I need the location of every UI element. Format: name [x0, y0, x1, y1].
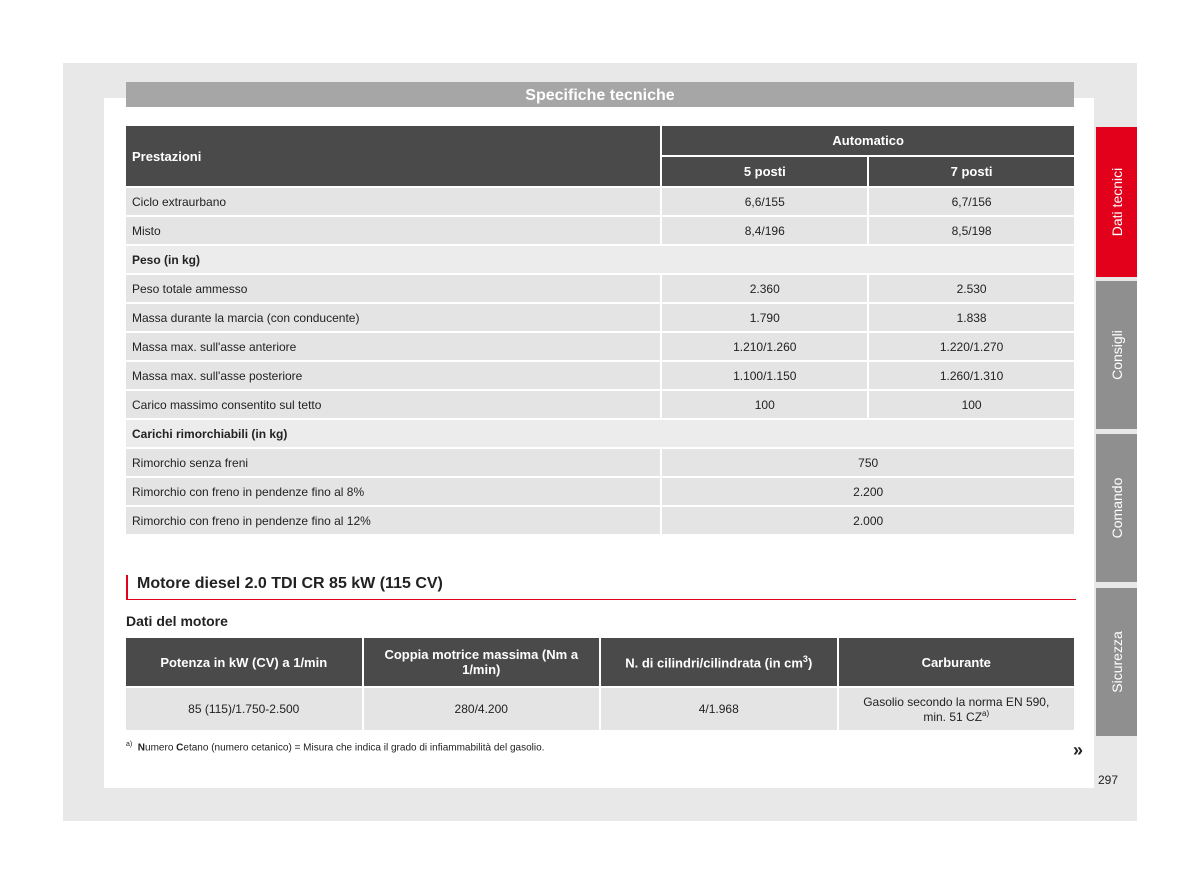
tab-label: Comando [1108, 477, 1125, 539]
footnote-text-2: etano (numero cetanico) = Misura che indica il grado di infiammabilità del gasolio. [183, 742, 545, 754]
fuel-line-1: Gasolio secondo la norma EN 590, [863, 694, 1050, 709]
cylinders-value: 4/1.968 [601, 688, 837, 730]
footnote [126, 741, 544, 753]
footnote-marker: a) [126, 741, 133, 748]
row-value-7: 1.838 [869, 304, 1074, 331]
engine-table [124, 636, 1076, 732]
row-label: Massa durante la marcia (con conducente) [126, 304, 660, 331]
table-row [126, 188, 1074, 215]
row-value-7: 1.260/1.310 [869, 362, 1074, 389]
row-value-5: 8,4/196 [662, 217, 867, 244]
table-row [126, 688, 1074, 730]
row-value-7: 1.220/1.270 [869, 333, 1074, 360]
row-label: Ciclo extraurbano [126, 188, 660, 215]
fuel-line-2: min. 51 CZ [923, 709, 983, 724]
row-value-7: 6,7/156 [869, 188, 1074, 215]
row-label: Carico massimo consentito sul tetto [126, 391, 660, 418]
row-label: Peso totale ammesso [126, 275, 660, 302]
table-row [126, 333, 1074, 360]
engine-section-heading [126, 575, 1076, 600]
tab-sicurezza[interactable] [1096, 588, 1137, 736]
row-value-7: 100 [869, 391, 1074, 418]
footnote-c: C [176, 742, 184, 754]
header-cylinders-close: ) [807, 655, 813, 671]
table-row [126, 362, 1074, 389]
section-row [126, 420, 1074, 447]
row-label: Rimorchio senza freni [126, 449, 660, 476]
header-cylinders-sup: 3 [802, 653, 808, 664]
header-power: Potenza in kW (CV) a 1/min [126, 638, 362, 686]
row-label: Massa max. sull'asse posteriore [126, 362, 660, 389]
row-value: 2.200 [662, 478, 1074, 505]
header-torque: Coppia motrice massima (Nm a 1/min) [364, 638, 600, 686]
page-title: Specifiche tecniche [126, 82, 1074, 107]
header-automatico: Automatico [662, 126, 1074, 155]
trailer-section-label: Carichi rimorchiabili (in kg) [126, 420, 1074, 447]
row-value-5: 1.100/1.150 [662, 362, 867, 389]
engine-subtitle: Dati del motore [126, 613, 228, 629]
row-value-5: 100 [662, 391, 867, 418]
tab-comando[interactable] [1096, 434, 1137, 582]
row-value-5: 1.790 [662, 304, 867, 331]
continue-arrow-icon[interactable]: » [1073, 740, 1084, 760]
tab-dati-tecnici[interactable] [1096, 127, 1137, 277]
table-row [126, 449, 1074, 476]
row-value-5: 6,6/155 [662, 188, 867, 215]
tab-consigli[interactable] [1096, 281, 1137, 429]
table-row [126, 391, 1074, 418]
fuel-value [839, 688, 1075, 730]
performance-table [124, 124, 1076, 536]
row-label: Misto [126, 217, 660, 244]
row-value: 750 [662, 449, 1074, 476]
header-cylinders [601, 638, 837, 686]
fuel-footnote-ref[interactable]: a) [982, 708, 990, 718]
row-value-7: 2.530 [869, 275, 1074, 302]
engine-section-title: Motore diesel 2.0 TDI CR 85 kW (115 CV) [137, 575, 443, 592]
header-prestazioni: Prestazioni [126, 126, 660, 186]
row-label: Massa max. sull'asse anteriore [126, 333, 660, 360]
torque-value: 280/4.200 [364, 688, 600, 730]
row-value-5: 1.210/1.260 [662, 333, 867, 360]
footnote-n: N [137, 742, 146, 754]
header-fuel: Carburante [839, 638, 1075, 686]
header-7-posti: 7 posti [869, 157, 1074, 186]
table-row [126, 478, 1074, 505]
header-cylinders-text: N. di cilindri/cilindrata (in cm [625, 655, 803, 671]
power-value: 85 (115)/1.750-2.500 [126, 688, 362, 730]
section-row [126, 246, 1074, 273]
row-value: 2.000 [662, 507, 1074, 534]
tab-label: Dati tecnici [1108, 167, 1125, 237]
table-row [126, 507, 1074, 534]
row-value-5: 2.360 [662, 275, 867, 302]
tab-label: Consigli [1108, 330, 1125, 380]
footnote-text-1: umero [145, 742, 177, 754]
table-row [126, 275, 1074, 302]
table-row [126, 217, 1074, 244]
header-5-posti: 5 posti [662, 157, 867, 186]
row-label: Rimorchio con freno in pendenze fino al 12% [126, 507, 660, 534]
row-label: Rimorchio con freno in pendenze fino al 8% [126, 478, 660, 505]
table-row [126, 304, 1074, 331]
tab-label: Sicurezza [1108, 631, 1125, 693]
row-value-7: 8,5/198 [869, 217, 1074, 244]
page-number: 297 [1098, 773, 1119, 787]
weight-section-label: Peso (in kg) [126, 246, 1074, 273]
